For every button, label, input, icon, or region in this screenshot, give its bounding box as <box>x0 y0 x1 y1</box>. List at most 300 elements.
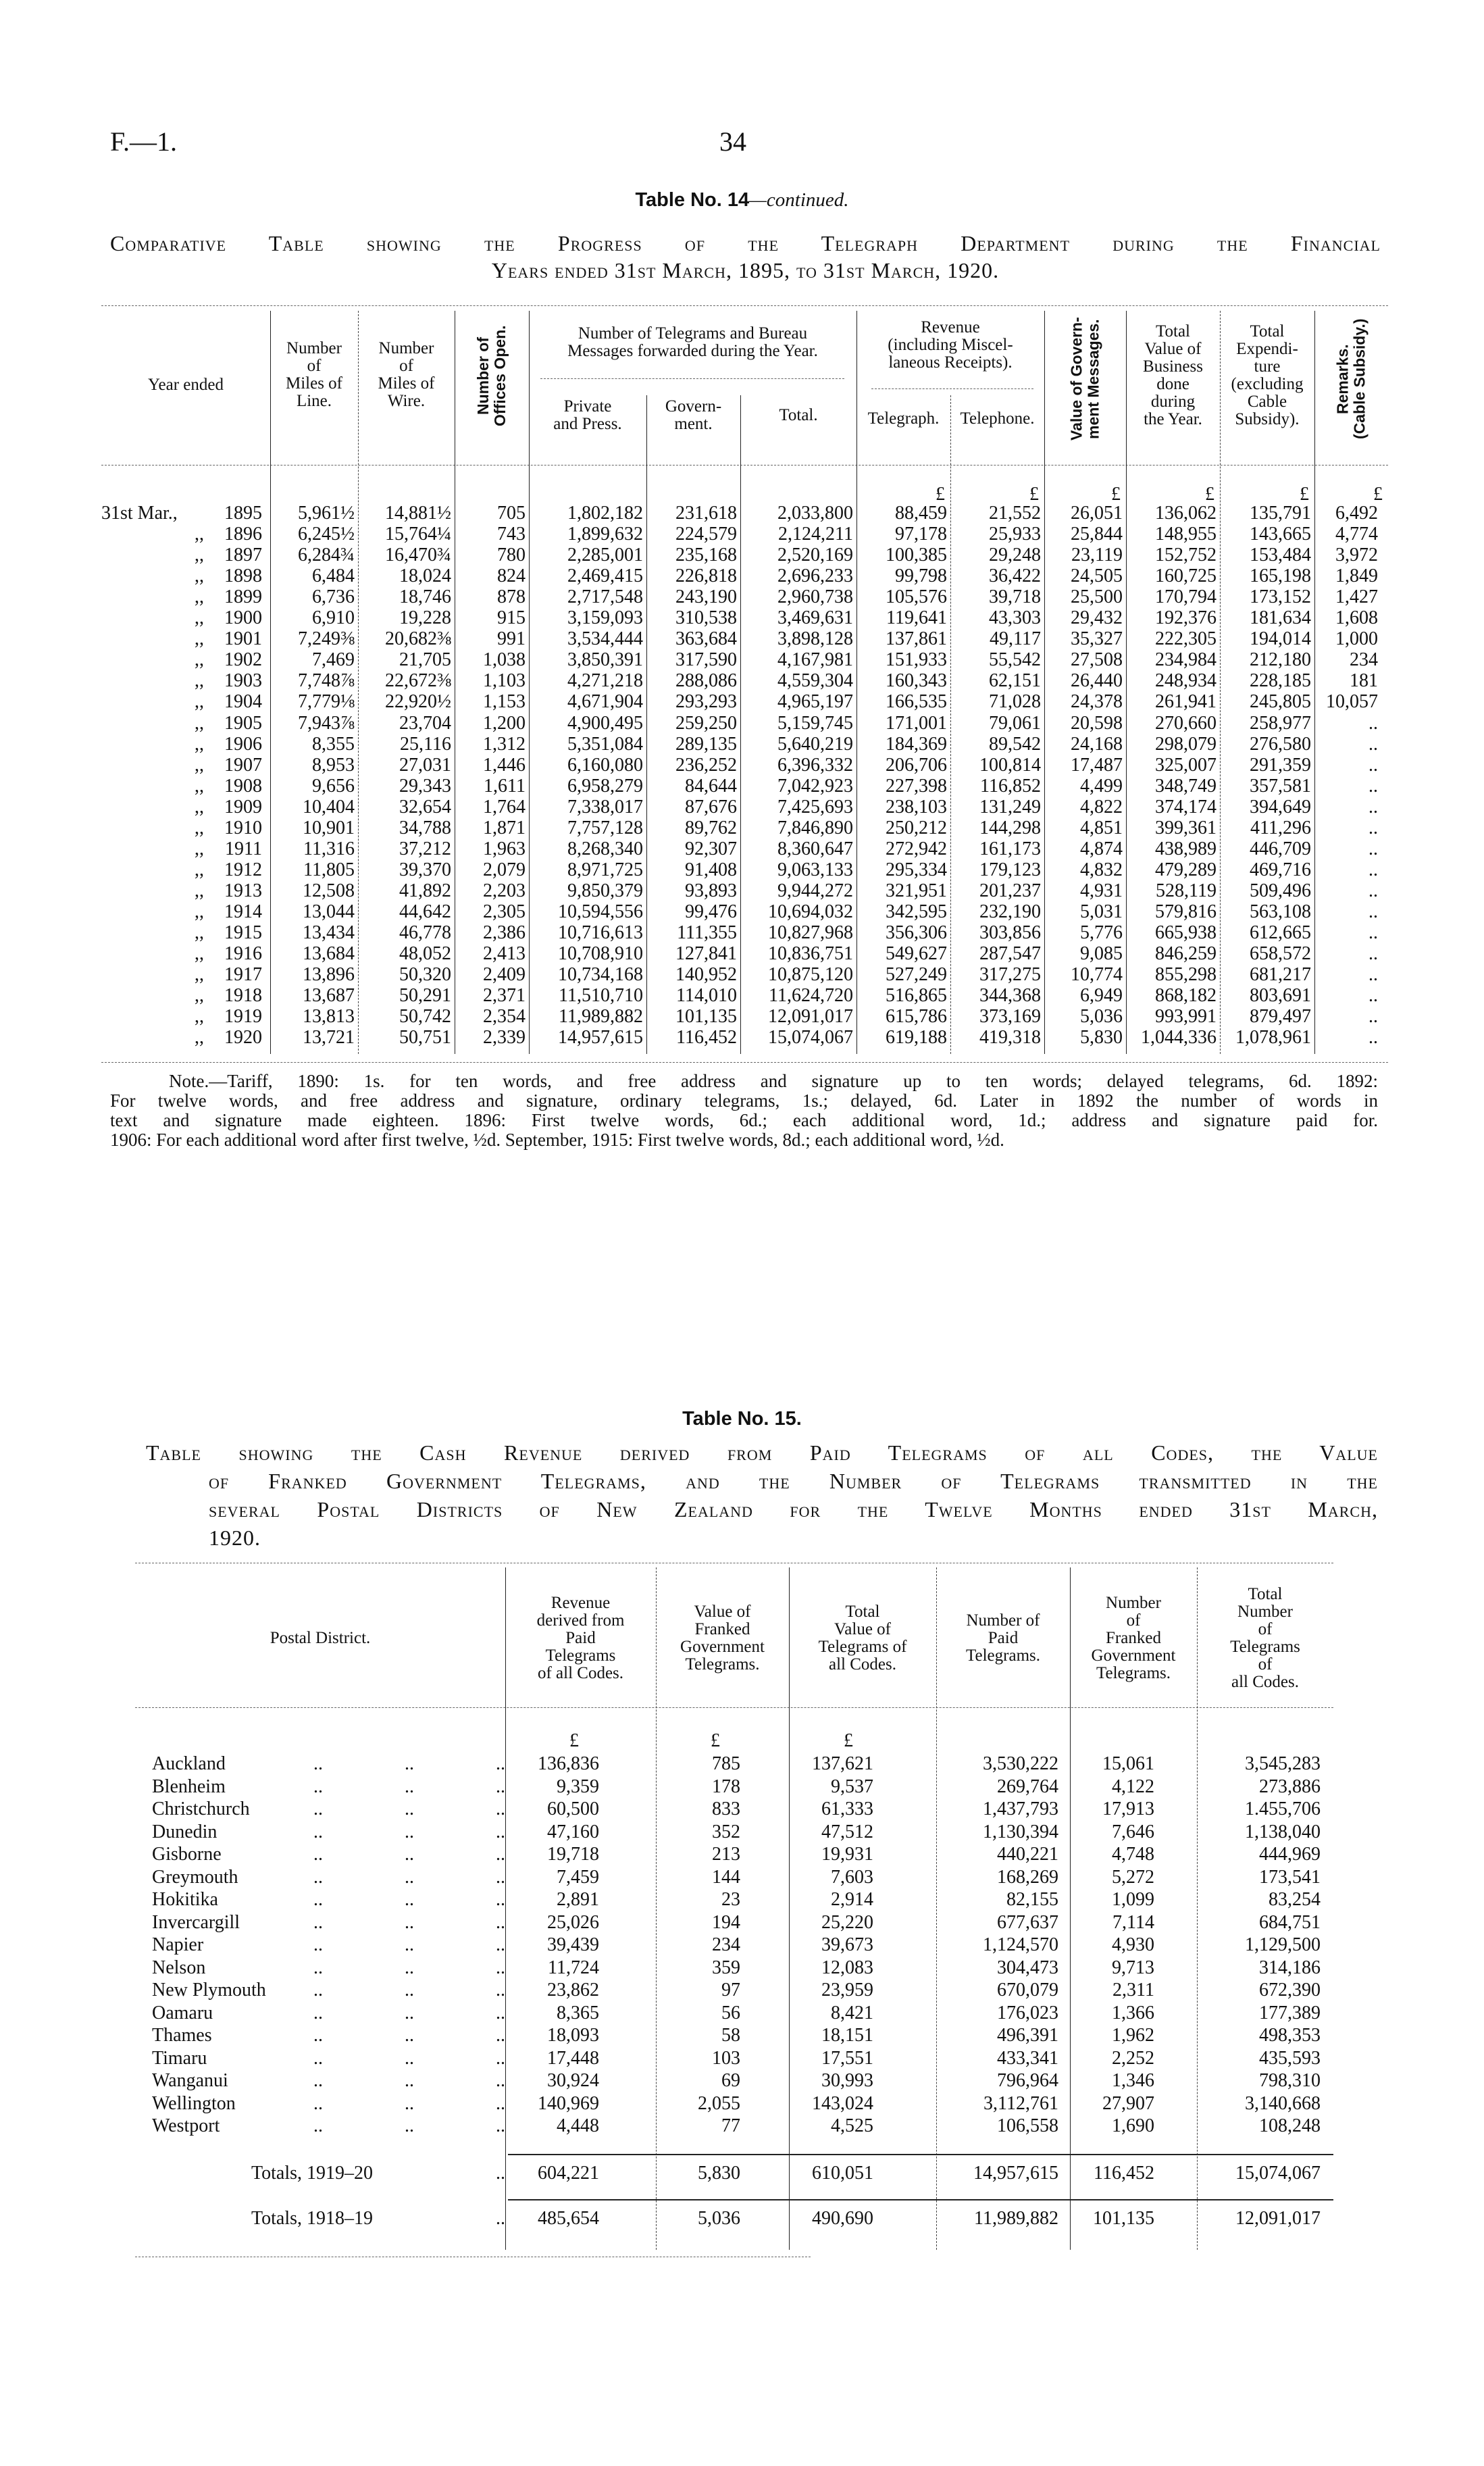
header-revenue-group: Revenue (including Miscel- laneous Receipts). <box>888 318 1013 372</box>
table-cell: 293,293 <box>675 691 737 713</box>
table-cell: 878 <box>497 586 526 608</box>
header-telegrams-group: Number of Telegrams and Bureau Messages forwarded during the Year. <box>567 324 818 360</box>
table-cell: 1,764 <box>483 796 526 817</box>
table-cell: 7,943⅞ <box>298 712 355 734</box>
header-private-press: Private and Press. <box>553 397 622 433</box>
table-cell: 1,427 <box>1335 586 1378 608</box>
table14-title-continued: —continued. <box>749 189 849 211</box>
table-cell: 743 <box>497 524 526 545</box>
table-cell: .. <box>1368 922 1378 943</box>
table-cell: 3,112,761 <box>983 2092 1058 2114</box>
table-cell: 8,971,725 <box>567 859 643 880</box>
table-cell: 29,248 <box>989 545 1041 566</box>
table-cell: 231,618 <box>675 503 737 524</box>
table-cell: 1,899,632 <box>567 524 643 545</box>
leader-dots: .. <box>313 1776 323 1797</box>
table-cell: 181,634 <box>1250 607 1311 629</box>
table-cell: 4,559,304 <box>777 670 853 692</box>
table-cell: 111,355 <box>677 922 737 943</box>
table-cell: 7,338,017 <box>567 796 643 817</box>
leader-dots: .. <box>313 1911 323 1933</box>
ditto-mark: ,, <box>195 565 204 587</box>
table15-caption-line: Table showing the Cash Revenue derived from Paid Telegrams of all Codes, the Value <box>146 1440 1378 1465</box>
table-cell: 161,173 <box>979 838 1041 859</box>
table-cell: 7,042,923 <box>777 775 853 797</box>
table-cell: 23 <box>721 1889 740 1910</box>
table-cell: 5,640,219 <box>777 733 853 755</box>
table14-title <box>0 189 1484 211</box>
table-cell: 50,320 <box>399 964 451 986</box>
table-cell: 549,627 <box>886 943 947 965</box>
table-cell: 23,119 <box>1071 545 1123 566</box>
table-cell: 248,934 <box>1155 670 1217 692</box>
table-cell: 2,696,233 <box>777 565 853 587</box>
table-cell: 29,343 <box>399 775 451 797</box>
header-total-value-business: Total Value of Business done during the Year. <box>1143 322 1203 428</box>
leader-dots: .. <box>405 1798 414 1819</box>
leader-dots: .. <box>405 1911 414 1933</box>
district-name: Totals, 1918–19 <box>251 2208 374 2229</box>
table-cell: 6,958,279 <box>567 775 643 797</box>
table-cell: 7,748⅞ <box>298 670 355 692</box>
table-cell: 235,168 <box>675 545 737 566</box>
table-cell: 11,510,710 <box>559 985 643 1007</box>
leader-dots: .. <box>405 1821 414 1842</box>
table-cell: 7,114 <box>1112 1911 1154 1933</box>
year-value: 1917 <box>224 964 262 986</box>
leader-dots: .. <box>496 1911 505 1933</box>
table-cell: 10,708,910 <box>558 943 643 965</box>
table-cell: 11,316 <box>303 838 355 859</box>
header-bottom-rule <box>135 1707 1333 1708</box>
leader-dots: .. <box>405 2070 414 2091</box>
table-cell: 148,955 <box>1155 524 1217 545</box>
table-cell: 47,512 <box>821 1821 873 1842</box>
table-cell: 25,116 <box>400 733 451 755</box>
table15-caption-line: several Postal Districts of New Zealand for the Twelve Months ended 31st March, <box>209 1497 1378 1521</box>
table-cell: 27,508 <box>1071 649 1123 671</box>
table-cell: 1,103 <box>483 670 526 692</box>
year-value: 1904 <box>224 691 262 713</box>
table-cell: 5,830 <box>698 2163 740 2184</box>
table-cell: 289,135 <box>675 733 737 755</box>
table-cell: 140,952 <box>675 964 737 986</box>
table-cell: 6,484 <box>312 565 355 587</box>
table-cell: 22,672⅜ <box>385 670 451 692</box>
table-cell: 227,398 <box>886 775 947 797</box>
header-total-count: Total Number of Telegrams of all Codes. <box>1230 1585 1300 1691</box>
district-name: Timaru <box>152 2047 207 2069</box>
table-cell: 1,099 <box>1112 1889 1154 1910</box>
table-cell: 2,305 <box>483 901 526 922</box>
table-cell: 4,832 <box>1080 859 1123 880</box>
currency-symbol: £ <box>1373 484 1383 505</box>
table-cell: 6,736 <box>312 586 355 608</box>
table-cell: 6,245½ <box>298 524 355 545</box>
table-cell: 8,355 <box>312 733 355 755</box>
table-cell: 2,285,001 <box>567 545 643 566</box>
table-cell: 12,091,017 <box>1235 2208 1321 2229</box>
table-cell: 79,061 <box>989 712 1041 734</box>
table-cell: 991 <box>497 628 526 650</box>
table-cell: 234 <box>712 1934 740 1955</box>
table-cell: 213 <box>712 1844 740 1865</box>
table-cell: 1,849 <box>1335 565 1378 587</box>
table-cell: 310,538 <box>675 607 737 629</box>
table-cell: 1,608 <box>1335 607 1378 629</box>
table-cell: 363,684 <box>675 628 737 650</box>
table-cell: 43,303 <box>989 607 1041 629</box>
table-cell: 8,360,647 <box>777 838 853 859</box>
leader-dots: .. <box>405 1753 414 1774</box>
table-cell: 7,779⅛ <box>298 691 355 713</box>
table-cell: 3,530,222 <box>983 1753 1058 1774</box>
district-name: Oamaru <box>152 2002 213 2023</box>
table-cell: 25,500 <box>1071 586 1123 608</box>
table-cell: 194,014 <box>1250 628 1311 650</box>
table-cell: 234,984 <box>1155 649 1217 671</box>
table-cell: 84,644 <box>685 775 737 797</box>
district-name: Christchurch <box>152 1798 250 1819</box>
leader-dots: .. <box>496 1866 505 1888</box>
table-cell: 288,086 <box>675 670 737 692</box>
leader-dots: .. <box>496 2115 505 2136</box>
table-cell: 438,989 <box>1155 838 1217 859</box>
note-line: 1906: For each additional word after first twelve, ½d. September, 1915: First twelve words, 8d.; each additional word, ½d. <box>110 1130 1004 1150</box>
table-cell: 11,805 <box>303 859 355 880</box>
table-cell: 49,117 <box>990 628 1041 650</box>
table-cell: 17,913 <box>1102 1798 1154 1819</box>
year-value: 1916 <box>224 943 262 965</box>
table-cell: 824 <box>497 565 526 587</box>
header-remarks: Remarks. (Cable Subsidy.) <box>1333 318 1368 440</box>
table-cell: 177,389 <box>1259 2002 1321 2023</box>
table-cell: 5,159,745 <box>777 712 853 734</box>
table-cell: 579,816 <box>1155 901 1217 922</box>
table15-caption-line: of Franked Government Telegrams, and the Number of Telegrams transmitted in the <box>209 1469 1378 1493</box>
table-cell: 10,774 <box>1071 964 1123 986</box>
leader-dots: .. <box>405 1776 414 1797</box>
ditto-mark: ,, <box>195 649 204 671</box>
header-value-govt-messages: Value of Govern- ment Messages. <box>1067 317 1102 441</box>
table-cell: 317,275 <box>979 964 1041 986</box>
table-cell: 2,469,415 <box>567 565 643 587</box>
table-cell: 114,010 <box>676 985 737 1007</box>
table-cell: 26,440 <box>1071 670 1123 692</box>
table-cell: 9,085 <box>1080 943 1123 965</box>
table-cell: 25,844 <box>1071 524 1123 545</box>
ditto-mark: ,, <box>195 524 204 545</box>
table-cell: 160,343 <box>886 670 947 692</box>
year-value: 1909 <box>224 796 262 817</box>
header-offices-open: Number of Offices Open. <box>474 325 509 426</box>
table-cell: 2,124,211 <box>778 524 853 545</box>
table-cell: .. <box>1368 1027 1378 1049</box>
leader-dots: .. <box>496 2163 505 2184</box>
table-cell: 9,850,379 <box>567 880 643 901</box>
ditto-mark: ,, <box>195 545 204 566</box>
leader-dots: .. <box>405 2092 414 2114</box>
table-cell: 160,725 <box>1155 565 1217 587</box>
table-cell: 97,178 <box>895 524 947 545</box>
table-cell: 50,742 <box>399 1006 451 1028</box>
year-value: 1901 <box>224 628 262 650</box>
ditto-mark: ,, <box>195 691 204 713</box>
table-cell: 25,026 <box>547 1911 599 1933</box>
table-cell: 259,250 <box>675 712 737 734</box>
leader-dots: .. <box>313 2025 323 2046</box>
table-cell: 4,167,981 <box>777 649 853 671</box>
leader-dots: .. <box>313 2092 323 2114</box>
table-cell: 411,296 <box>1250 817 1311 838</box>
table-cell: 3,469,631 <box>777 607 853 629</box>
table-cell: 153,484 <box>1250 545 1311 566</box>
table-cell: 298,079 <box>1155 733 1217 755</box>
year-value: 1908 <box>224 775 262 797</box>
table-cell: 35,327 <box>1071 628 1123 650</box>
table-cell: 238,103 <box>886 796 947 817</box>
table-cell: 276,580 <box>1250 733 1311 755</box>
table-cell: 25,220 <box>821 1911 873 1933</box>
table-cell: 23,862 <box>547 1980 599 2001</box>
table-cell: 258,977 <box>1250 712 1311 734</box>
table-cell: 4,931 <box>1080 880 1123 901</box>
table-cell: 116,452 <box>1094 2163 1154 2184</box>
year-value: 1900 <box>224 607 262 629</box>
table-cell: 269,764 <box>997 1776 1058 1797</box>
ditto-mark: ,, <box>195 754 204 776</box>
table-cell: 9,359 <box>557 1776 599 1797</box>
table-cell: 9,656 <box>312 775 355 797</box>
table-cell: 3,898,128 <box>777 628 853 650</box>
table-cell: 681,217 <box>1250 964 1311 986</box>
table-cell: 4,448 <box>557 2115 599 2136</box>
district-name: Invercargill <box>152 1911 240 1933</box>
table-cell: 20,682⅜ <box>385 628 451 650</box>
table-cell: 7,603 <box>831 1866 873 1888</box>
table-cell: 10,594,556 <box>558 901 643 922</box>
table-cell: 7,846,890 <box>777 817 853 838</box>
table-cell: 192,376 <box>1155 607 1217 629</box>
table-cell: 250,212 <box>886 817 947 838</box>
table-cell: 1,200 <box>483 712 526 734</box>
table-cell: 18,024 <box>399 565 451 587</box>
table-cell: 1,138,040 <box>1245 1821 1321 1842</box>
table-cell: 4,271,218 <box>567 670 643 692</box>
table-cell: 272,942 <box>886 838 947 859</box>
table-cell: 10,694,032 <box>768 901 853 922</box>
table-cell: 1,437,793 <box>983 1798 1058 1819</box>
table-cell: 2,717,548 <box>567 586 643 608</box>
table-cell: 92,307 <box>685 838 737 859</box>
table-cell: 6,949 <box>1080 985 1123 1007</box>
table-cell: 116,452 <box>676 1027 737 1049</box>
table-cell: 12,083 <box>821 1957 873 1978</box>
table-cell: 4,900,495 <box>567 712 643 734</box>
table-cell: 19,228 <box>399 607 451 629</box>
table-cell: 4,822 <box>1080 796 1123 817</box>
table-cell: .. <box>1368 943 1378 965</box>
year-value: 1912 <box>224 859 262 880</box>
year-value: 1903 <box>224 670 262 692</box>
leader-dots: .. <box>496 2047 505 2069</box>
table-cell: 8,421 <box>831 2002 873 2023</box>
table-cell: 2,891 <box>557 1889 599 1910</box>
table14-title-main: Table No. 14 <box>635 189 750 211</box>
table-cell: 855,298 <box>1155 964 1217 986</box>
table-cell: 352 <box>712 1821 740 1842</box>
table-cell: 226,818 <box>675 565 737 587</box>
group-rule <box>540 378 844 379</box>
table-cell: 295,334 <box>886 859 947 880</box>
table-cell: 135,791 <box>1250 503 1311 524</box>
table-cell: 36,422 <box>989 565 1041 587</box>
table-cell: 179,123 <box>979 859 1041 880</box>
table-cell: 37,212 <box>399 838 451 859</box>
table-cell: 9,713 <box>1112 1957 1154 1978</box>
table-cell: 97 <box>721 1980 740 2001</box>
table-cell: 17,551 <box>821 2047 873 2069</box>
table-cell: 359 <box>712 1957 740 1978</box>
table-cell: 13,434 <box>303 922 355 943</box>
table-cell: 19,718 <box>547 1844 599 1865</box>
table-cell: 234 <box>1350 649 1378 671</box>
table-cell: 10,827,968 <box>768 922 853 943</box>
table-cell: 6,492 <box>1335 503 1378 524</box>
table-cell: 143,024 <box>812 2092 873 2114</box>
table-cell: 21,705 <box>399 649 451 671</box>
leader-dots: .. <box>405 2025 414 2046</box>
leader-dots: .. <box>313 1866 323 1888</box>
table-cell: 61,333 <box>821 1798 873 1819</box>
table-cell: 993,991 <box>1155 1006 1217 1028</box>
table-cell: 171,001 <box>886 712 947 734</box>
ditto-mark: ,, <box>195 880 204 901</box>
leader-dots: .. <box>405 1934 414 1955</box>
table-cell: 516,865 <box>886 985 947 1007</box>
table-cell: 18,746 <box>399 586 451 608</box>
ditto-mark: ,, <box>195 901 204 922</box>
year-value: 1906 <box>224 733 262 755</box>
table-cell: 15,074,067 <box>1235 2163 1321 2184</box>
table-cell: 7,249⅜ <box>298 628 355 650</box>
table-cell: 15,764¼ <box>385 524 451 545</box>
table-cell: 879,497 <box>1250 1006 1311 1028</box>
table-cell: 58 <box>721 2025 740 2046</box>
table-cell: 137,861 <box>886 628 947 650</box>
table-cell: 34,788 <box>399 817 451 838</box>
table-cell: 7,469 <box>312 649 355 671</box>
leader-dots: .. <box>496 1957 505 1978</box>
table-cell: 2,252 <box>1112 2047 1154 2069</box>
table-cell: 10,875,120 <box>768 964 853 986</box>
table-cell: 77 <box>721 2115 740 2136</box>
table-cell: 304,473 <box>997 1957 1058 1978</box>
leader-dots: .. <box>496 1776 505 1797</box>
table-cell: 3,850,391 <box>567 649 643 671</box>
table-cell: 1,038 <box>483 649 526 671</box>
table-cell: 612,665 <box>1250 922 1311 943</box>
table-cell: 440,221 <box>997 1844 1058 1865</box>
table-cell: 2,033,800 <box>777 503 853 524</box>
table-cell: 103 <box>712 2047 740 2069</box>
header-miles-line: Number of Miles of Line. <box>285 339 343 410</box>
table-cell: 13,721 <box>303 1027 355 1049</box>
table-cell: 2,339 <box>483 1027 526 1049</box>
table-cell: 4,851 <box>1080 817 1123 838</box>
district-name: Wanganui <box>152 2070 228 2091</box>
table-cell: 3,159,093 <box>567 607 643 629</box>
year-value: 1913 <box>224 880 262 901</box>
table-cell: 181 <box>1350 670 1378 692</box>
table-cell: 224,579 <box>675 524 737 545</box>
table-cell: 101,135 <box>675 1006 737 1028</box>
year-label: 31st Mar., <box>101 503 178 524</box>
table-cell: 273,886 <box>1259 1776 1321 1797</box>
table-cell: 325,007 <box>1155 754 1217 776</box>
table-cell: 665,938 <box>1155 922 1217 943</box>
ditto-mark: ,, <box>195 670 204 692</box>
table-cell: 11,989,882 <box>974 2208 1058 2229</box>
table-cell: 342,595 <box>886 901 947 922</box>
table-cell: 88,459 <box>895 503 947 524</box>
table-cell: 170,794 <box>1155 586 1217 608</box>
table-cell: 9,537 <box>831 1776 873 1797</box>
leader-dots: .. <box>313 1889 323 1910</box>
leader-dots: .. <box>405 1844 414 1865</box>
year-value: 1895 <box>224 503 262 524</box>
table-cell: 10,716,613 <box>558 922 643 943</box>
table-cell: 173,152 <box>1250 586 1311 608</box>
table-cell: 50,291 <box>399 985 451 1007</box>
table-cell: 30,993 <box>821 2070 873 2091</box>
leader-dots: .. <box>313 1980 323 2001</box>
table-cell: 10,057 <box>1326 691 1378 713</box>
leader-dots: .. <box>496 2025 505 2046</box>
table-cell: .. <box>1368 901 1378 922</box>
table-cell: .. <box>1368 838 1378 859</box>
table-cell: 5,272 <box>1112 1866 1154 1888</box>
table-cell: 106,558 <box>997 2115 1058 2136</box>
ditto-mark: ,, <box>195 607 204 629</box>
ditto-mark: ,, <box>195 985 204 1007</box>
table-cell: 5,036 <box>1080 1006 1123 1028</box>
table-cell: 868,182 <box>1155 985 1217 1007</box>
ditto-mark: ,, <box>195 1027 204 1049</box>
table-cell: 143,665 <box>1250 524 1311 545</box>
header-total: Total. <box>779 406 818 424</box>
table-cell: 615,786 <box>886 1006 947 1028</box>
table-cell: .. <box>1368 1006 1378 1028</box>
year-value: 1905 <box>224 712 262 734</box>
ditto-mark: ,, <box>195 859 204 880</box>
table-cell: 176,023 <box>997 2002 1058 2023</box>
table-cell: 2,371 <box>483 985 526 1007</box>
table-cell: 348,749 <box>1155 775 1217 797</box>
table-cell: 243,190 <box>675 586 737 608</box>
table-cell: 291,359 <box>1250 754 1311 776</box>
table-cell: 1.455,706 <box>1245 1798 1321 1819</box>
ditto-mark: ,, <box>195 712 204 734</box>
table-cell: 12,508 <box>303 880 355 901</box>
table-cell: 444,969 <box>1259 1844 1321 1865</box>
table-cell: 373,169 <box>979 1006 1041 1028</box>
table-cell: 18,093 <box>547 2025 599 2046</box>
table-cell: 10,836,751 <box>768 943 853 965</box>
header-miles-wire: Number of Miles of Wire. <box>378 339 435 410</box>
header-top-rule <box>101 305 1388 306</box>
table-cell: 24,378 <box>1071 691 1123 713</box>
